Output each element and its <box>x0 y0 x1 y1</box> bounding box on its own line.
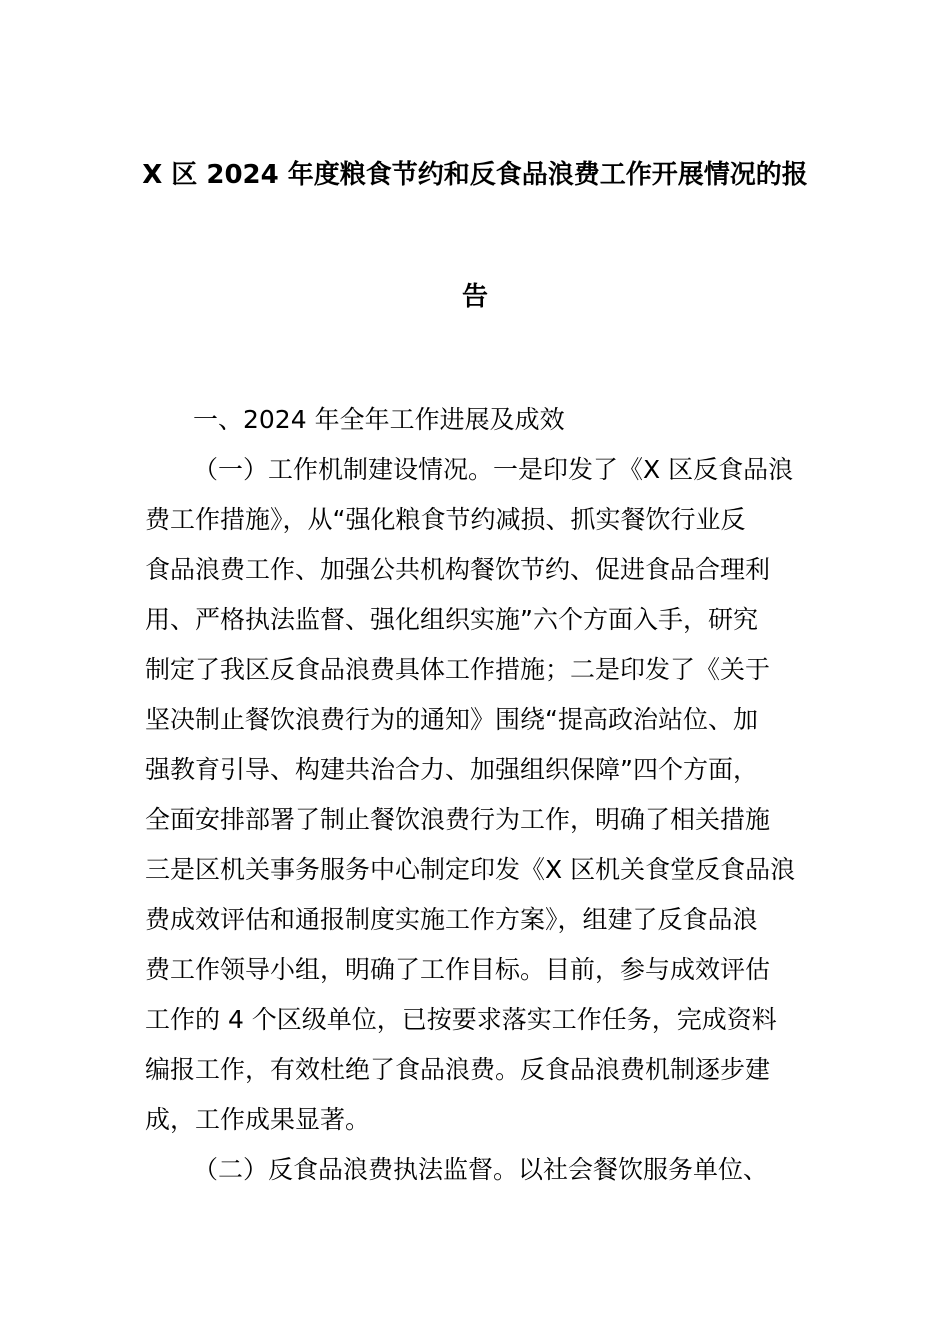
paragraph-line: 强教育引导、构建共治合力、加强组织保障”四个方面， <box>145 755 758 784</box>
paragraph-line: 制定了我区反食品浪费具体工作措施；二是印发了《关于 <box>145 655 771 684</box>
paragraph-line: 工作的 4 个区级单位，已按要求落实工作任务，完成资料 <box>145 1005 777 1034</box>
section-heading: 一、2024 年全年工作进展及成效 <box>193 405 565 434</box>
paragraph-line: 三是区机关事务服务中心制定印发《X 区机关食堂反食品浪 <box>145 855 796 884</box>
paragraph-line: （一）工作机制建设情况。一是印发了《X 区反食品浪 <box>193 455 794 484</box>
document-title-line-1: X 区 2024 年度粮食节约和反食品浪费工作开展情况的报 <box>142 160 808 190</box>
paragraph-line: 用、严格执法监督、强化组织实施”六个方面入手，研究 <box>145 605 758 634</box>
paragraph-line: 食品浪费工作、加强公共机构餐饮节约、促进食品合理利 <box>145 555 771 584</box>
paragraph-line: 坚决制止餐饮浪费行为的通知》围绕“提高政治站位、加 <box>145 705 758 734</box>
paragraph-line: 费工作措施》，从“强化粮食节约减损、抓实餐饮行业反 <box>145 505 746 534</box>
paragraph-line: 费工作领导小组，明确了工作目标。目前，参与成效评估 <box>145 955 771 984</box>
paragraph-line: （二）反食品浪费执法监督。以社会餐饮服务单位、 <box>193 1155 769 1184</box>
document-title-line-2: 告 <box>461 282 488 312</box>
paragraph-line: 费成效评估和通报制度实施工作方案》，组建了反食品浪 <box>145 905 758 934</box>
paragraph-line: 编报工作，有效杜绝了食品浪费。反食品浪费机制逐步建 <box>145 1055 771 1084</box>
paragraph-line: 全面安排部署了制止餐饮浪费行为工作，明确了相关措施 <box>145 805 771 834</box>
paragraph-line: 成，工作成果显著。 <box>145 1105 371 1134</box>
